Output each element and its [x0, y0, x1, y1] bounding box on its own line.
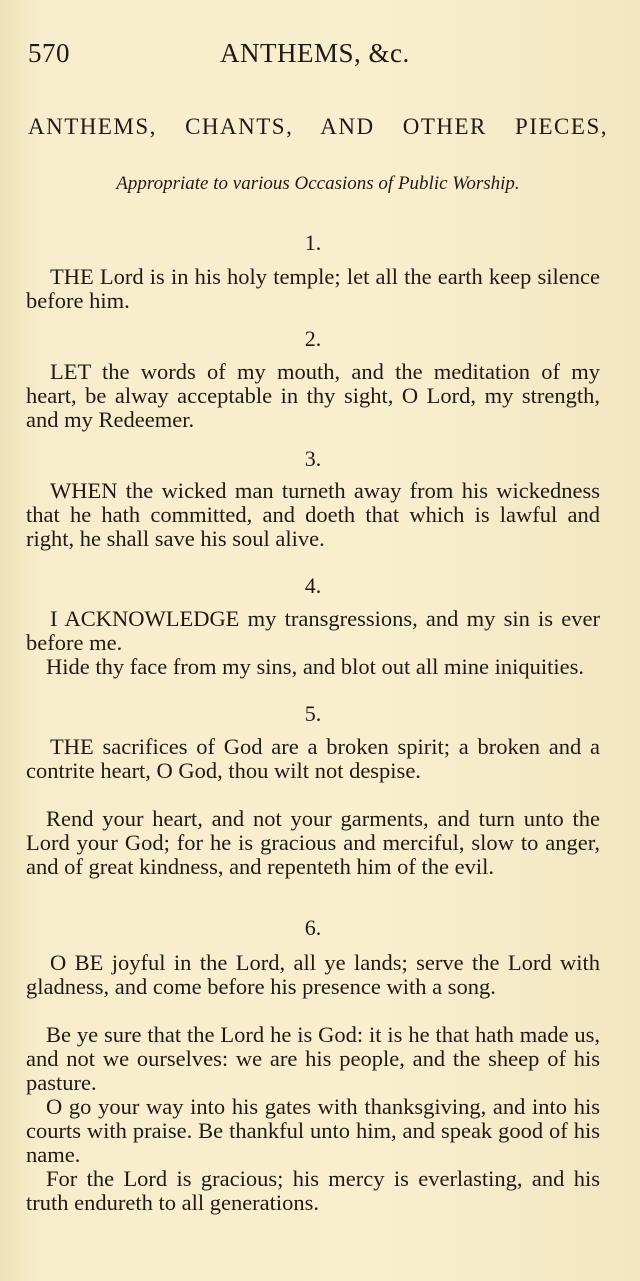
- anthem-paragraph: For the Lord is gracious; his mercy is everlasting, and his truth endureth to all generations.: [26, 1166, 600, 1215]
- anthem-paragraph: THE sacrifices of God are a broken spirit; a broken and a contrite heart, O God, thou wilt not despise.: [26, 734, 600, 783]
- anthem-paragraph: LET the words of my mouth, and the meditation of my heart, be alway acceptable in thy sight, O Lord, my strength, and my Redeemer.: [26, 359, 600, 432]
- anthem-paragraph: Be ye sure that the Lord he is God: it is he that hath made us, and not we ourselves: we are his people, and the sheep of his pasture.: [26, 1022, 600, 1095]
- anthem-number: 4.: [304, 573, 322, 598]
- anthem-paragraph: O BE joyful in the Lord, all ye lands; serve the Lord with gladness, and come before his presence with a song.: [26, 950, 600, 999]
- section-title: ANTHEMS, CHANTS, AND OTHER PIECES,: [28, 114, 608, 139]
- anthem-paragraph: THE Lord is in his holy temple; let all the earth keep silence before him.: [26, 264, 600, 313]
- section-subtitle: Appropriate to various Occasions of Public Worship.: [116, 173, 520, 194]
- running-head: ANTHEMS, &c.: [220, 38, 410, 68]
- anthem-paragraph: O go your way into his gates with thanksgiving, and into his courts with praise. Be thankful unto him, and speak good of his name.: [26, 1094, 600, 1167]
- anthem-number: 2.: [304, 326, 322, 351]
- anthem-paragraph: Hide thy face from my sins, and blot out all mine iniquities.: [46, 654, 585, 679]
- anthem-number: 6.: [304, 915, 322, 940]
- anthem-paragraph: WHEN the wicked man turneth away from his wickedness that he hath committed, and doeth that which is lawful and right, he shall save his soul alive.: [26, 478, 600, 551]
- anthem-number: 3.: [304, 446, 322, 471]
- anthem-paragraph: Rend your heart, and not your garments, and turn unto the Lord your God; for he is gracious and merciful, slow to anger, and of great kindness, and repenteth him of the evil.: [26, 806, 600, 879]
- anthem-number: 1.: [304, 230, 322, 255]
- anthem-paragraph: I ACKNOWLEDGE my transgressions, and my sin is ever before me.: [26, 606, 600, 655]
- page-number: 570: [28, 38, 70, 68]
- anthem-number: 5.: [304, 701, 322, 726]
- page-header: [28, 38, 608, 74]
